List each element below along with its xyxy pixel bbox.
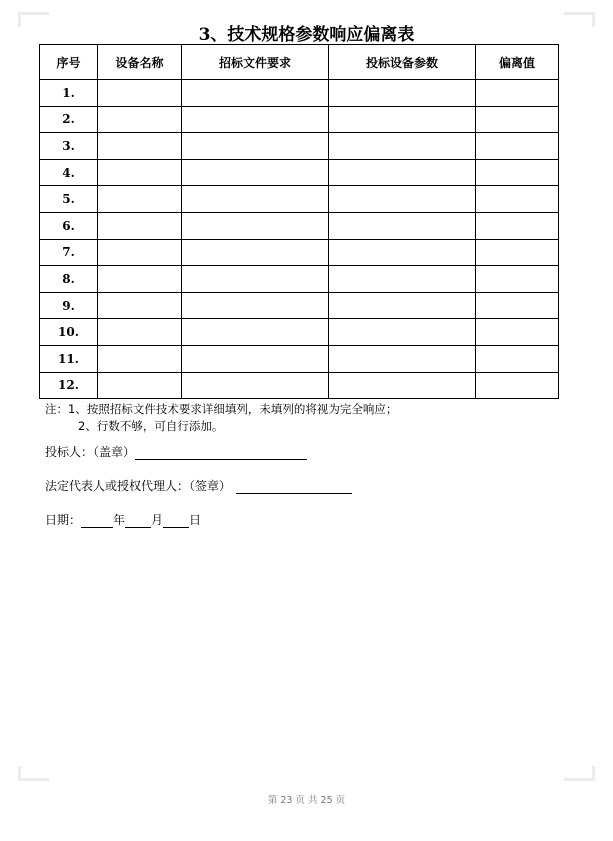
table-row <box>40 292 559 319</box>
table-row <box>40 186 559 213</box>
requirement-cell[interactable] <box>182 186 329 213</box>
table-row <box>40 266 559 293</box>
requirement-cell[interactable] <box>182 266 329 293</box>
parameter-cell[interactable] <box>329 186 476 213</box>
bidder-label: 投标人：（盖章） <box>45 445 136 459</box>
representative-label: 法定代表人或授权代理人：（签章） <box>45 479 232 493</box>
device-name-cell[interactable] <box>98 345 182 372</box>
deviation-cell[interactable] <box>476 80 559 107</box>
device-name-cell[interactable] <box>98 266 182 293</box>
table-row <box>40 80 559 107</box>
deviation-cell[interactable] <box>476 292 559 319</box>
row-number: 8. <box>40 266 98 293</box>
table-row <box>40 106 559 133</box>
header-deviation: 偏离值 <box>476 45 559 80</box>
parameter-cell[interactable] <box>329 266 476 293</box>
row-number: 9. <box>40 292 98 319</box>
parameter-cell[interactable] <box>329 345 476 372</box>
device-name-cell[interactable] <box>98 372 182 399</box>
deviation-cell[interactable] <box>476 345 559 372</box>
deviation-cell[interactable] <box>476 239 559 266</box>
deviation-cell[interactable] <box>476 133 559 160</box>
parameter-cell[interactable] <box>329 212 476 239</box>
note-line-2: 2、行数不够，可自行添加。 <box>78 419 224 433</box>
requirement-cell[interactable] <box>182 133 329 160</box>
row-number: 5. <box>40 186 98 213</box>
deviation-cell[interactable] <box>476 186 559 213</box>
representative-signature-field[interactable] <box>236 479 352 494</box>
date-line <box>45 511 201 528</box>
table-row <box>40 159 559 186</box>
header-tender-requirement: 招标文件要求 <box>182 45 329 80</box>
parameter-cell[interactable] <box>329 372 476 399</box>
row-number: 6. <box>40 212 98 239</box>
deviation-cell[interactable] <box>476 106 559 133</box>
parameter-cell[interactable] <box>329 292 476 319</box>
table-row <box>40 239 559 266</box>
device-name-cell[interactable] <box>98 106 182 133</box>
year-label: 年 <box>113 513 126 527</box>
row-number: 12. <box>40 372 98 399</box>
table-row <box>40 319 559 346</box>
row-number: 3. <box>40 133 98 160</box>
parameter-cell[interactable] <box>329 159 476 186</box>
device-name-cell[interactable] <box>98 239 182 266</box>
table-header-row <box>40 45 559 80</box>
device-name-cell[interactable] <box>98 159 182 186</box>
table-row <box>40 133 559 160</box>
requirement-cell[interactable] <box>182 372 329 399</box>
deviation-table <box>39 44 559 399</box>
deviation-cell[interactable] <box>476 319 559 346</box>
month-label: 月 <box>151 513 164 527</box>
device-name-cell[interactable] <box>98 292 182 319</box>
page-footer: 第 23 页 共 25 页 <box>267 795 346 806</box>
parameter-cell[interactable] <box>329 239 476 266</box>
row-number: 2. <box>40 106 98 133</box>
parameter-cell[interactable] <box>329 133 476 160</box>
representative-signature <box>45 477 352 494</box>
requirement-cell[interactable] <box>182 106 329 133</box>
row-number: 7. <box>40 239 98 266</box>
corner-mark-bottom-left <box>18 766 49 781</box>
device-name-cell[interactable] <box>98 133 182 160</box>
deviation-cell[interactable] <box>476 212 559 239</box>
table-row <box>40 372 559 399</box>
row-number: 1. <box>40 80 98 107</box>
deviation-cell[interactable] <box>476 266 559 293</box>
row-number: 4. <box>40 159 98 186</box>
table-row <box>40 212 559 239</box>
requirement-cell[interactable] <box>182 345 329 372</box>
deviation-cell[interactable] <box>476 372 559 399</box>
month-field[interactable] <box>125 513 151 528</box>
requirement-cell[interactable] <box>182 292 329 319</box>
bidder-signature-field[interactable] <box>135 445 307 460</box>
date-label: 日期： <box>45 513 82 527</box>
requirement-cell[interactable] <box>182 212 329 239</box>
page-title: 3、技术规格参数响应偏离表 <box>198 25 415 45</box>
header-serial: 序号 <box>40 45 98 80</box>
table-row <box>40 345 559 372</box>
parameter-cell[interactable] <box>329 80 476 107</box>
requirement-cell[interactable] <box>182 239 329 266</box>
requirement-cell[interactable] <box>182 319 329 346</box>
day-label: 日 <box>189 513 202 527</box>
header-bid-parameters: 投标设备参数 <box>329 45 476 80</box>
parameter-cell[interactable] <box>329 319 476 346</box>
bidder-signature <box>45 443 307 460</box>
deviation-cell[interactable] <box>476 159 559 186</box>
header-device-name: 设备名称 <box>98 45 182 80</box>
row-number: 10. <box>40 319 98 346</box>
parameter-cell[interactable] <box>329 106 476 133</box>
device-name-cell[interactable] <box>98 212 182 239</box>
requirement-cell[interactable] <box>182 159 329 186</box>
requirement-cell[interactable] <box>182 80 329 107</box>
row-number: 11. <box>40 345 98 372</box>
corner-mark-bottom-right <box>564 766 595 781</box>
device-name-cell[interactable] <box>98 80 182 107</box>
day-field[interactable] <box>163 513 189 528</box>
note-line-1: 注：1、按照招标文件技术要求详细填列，未填列的将视为完全响应； <box>45 402 398 416</box>
device-name-cell[interactable] <box>98 319 182 346</box>
year-field[interactable] <box>81 513 113 528</box>
device-name-cell[interactable] <box>98 186 182 213</box>
